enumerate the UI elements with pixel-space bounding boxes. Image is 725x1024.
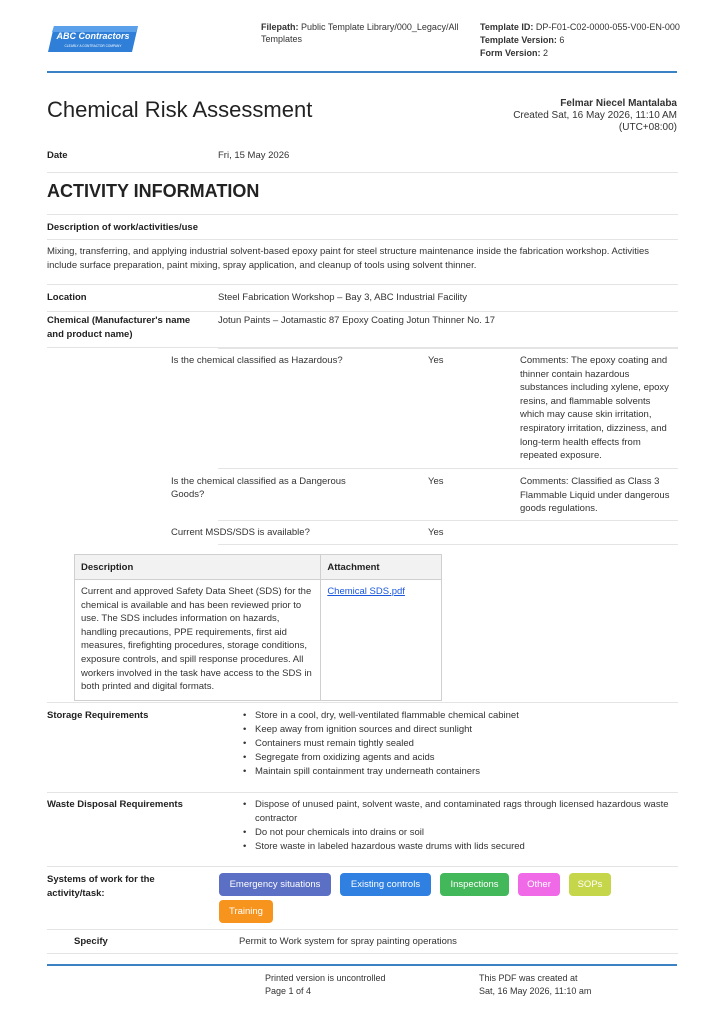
specify-row: [47, 930, 678, 954]
timezone: (UTC+08:00): [618, 122, 677, 133]
pdf-created-date: Sat, 16 May 2026, 11:10 am: [479, 986, 592, 996]
storage-list: [243, 709, 683, 779]
page-title: Chemical Risk Assessment: [47, 97, 313, 122]
page-header: [0, 0, 725, 74]
storage-label: Storage Requirements: [47, 710, 149, 721]
logo-text: ABC Contractors: [56, 31, 130, 41]
chemical-label: Chemical (Manufacturer's name and product name): [47, 315, 191, 340]
author-info: [513, 98, 677, 134]
footer-left: [265, 972, 386, 998]
col-description: Description: [75, 555, 321, 579]
list-item: • Do not pour chemicals into drains or soil: [243, 826, 683, 840]
template-version-value: 6: [559, 35, 565, 45]
sds-table-row: [75, 580, 441, 700]
tag-emergency-situations[interactable]: Emergency situations: [219, 873, 331, 896]
tag-sops[interactable]: SOPs: [569, 873, 611, 896]
systems-label: Systems of work for the activity/task:: [47, 874, 155, 899]
header-divider: [47, 71, 677, 73]
template-info: [480, 21, 690, 60]
answer-hazardous: Yes: [428, 355, 444, 366]
question-hazardous: Is the chemical classified as Hazardous?: [171, 355, 343, 366]
list-item: • Maintain spill containment tray underneath containers: [243, 765, 683, 779]
created-date: Created Sat, 16 May 2026, 11:10 AM: [513, 110, 677, 121]
list-item: • Dispose of unused paint, solvent waste, and contaminated rags through licensed hazardous waste contractor: [243, 798, 683, 826]
filepath-value: Public Template Library/000_Legacy/All Templates: [261, 22, 459, 44]
waste-list: [243, 798, 683, 854]
list-item: • Containers must remain tightly sealed: [243, 737, 683, 751]
specify-value: Permit to Work system for spray painting operations: [239, 936, 457, 947]
description-label: Description of work/activities/use: [47, 222, 198, 233]
sds-table: [74, 554, 442, 701]
specify-label: Specify: [74, 936, 108, 947]
list-item: • Store waste in labeled hazardous waste drums with lids secured: [243, 840, 683, 854]
waste-label: Waste Disposal Requirements: [47, 799, 183, 810]
page-number: Page 1 of 4: [265, 986, 312, 996]
list-item: • Store in a cool, dry, well-ventilated flammable chemical cabinet: [243, 709, 683, 723]
template-version-label: Template Version:: [480, 35, 557, 45]
date-value: Fri, 15 May 2026: [218, 150, 290, 161]
pdf-created-note: This PDF was created at: [479, 973, 578, 983]
question-dangerous-goods: Is the chemical classified as a Dangerous Goods?: [171, 476, 346, 500]
tag-other[interactable]: Other: [518, 873, 560, 896]
chemical-value: Jotun Paints – Jotamastic 87 Epoxy Coating Jotun Thinner No. 17: [218, 315, 496, 326]
filepath: [261, 21, 461, 45]
sds-description: Current and approved Safety Data Sheet (SDS) for the chemical is available and has been reviewed prior to use. The SDS includes information on hazards, handling precautions, PPE requirements, first aid measures, firefighting procedures, storage conditions, exposure controls, and spill response procedures. All workers involved in the task have access to the SDS in both printed and digital formats.: [75, 580, 321, 700]
template-id-value: DP-F01-C02-0000-055-V00-EN-000: [535, 22, 680, 32]
list-item: • Keep away from ignition sources and direct sunlight: [243, 723, 683, 737]
author-name: Felmar Niecel Mantalaba: [560, 98, 677, 109]
sds-table-header: [75, 555, 441, 580]
comment-dangerous-goods: Comments: Classified as Class 3 Flammable Liquid under dangerous goods regulations.: [520, 476, 670, 515]
description-row: [47, 214, 678, 240]
footer-right: [479, 972, 591, 998]
list-item: • Segregate from oxidizing agents and acids: [243, 751, 683, 765]
sds-attachment-link[interactable]: Chemical SDS.pdf: [327, 586, 405, 597]
footer-divider: [47, 964, 677, 966]
form-version-value: 2: [543, 48, 549, 58]
logo-tagline: CLEARLY A CONTRACTOR COMPANY: [64, 44, 122, 48]
answer-dangerous-goods: Yes: [428, 476, 444, 487]
date-row: [47, 143, 678, 173]
form-version-label: Form Version:: [480, 48, 541, 58]
description-text: Mixing, transferring, and applying industrial solvent-based epoxy paint for steel structure maintenance inside the fabrication workshop. Activities include surface preparation, paint mixing, spray application, and cleanup of tools using solvent thinner.: [47, 246, 649, 271]
answer-sds-available: Yes: [428, 527, 444, 538]
section-title: ACTIVITY INFORMATION: [47, 181, 260, 201]
comment-hazardous: Comments: The epoxy coating and thinner contain hazardous substances including xylene, epoxy resins, and flammable solvents which may cause skin irritation, respiratory irritation, dizziness, and long-term health effects from repeated exposure.: [520, 355, 669, 462]
tag-inspections[interactable]: Inspections: [440, 873, 509, 896]
tag-training[interactable]: Training: [219, 900, 273, 923]
col-attachment: Attachment: [327, 562, 380, 573]
filepath-label: Filepath:: [261, 22, 299, 32]
tag-existing-controls[interactable]: Existing controls: [340, 873, 431, 896]
sds-attachment-cell: [321, 580, 441, 700]
location-label: Location: [47, 292, 87, 303]
company-logo: [48, 26, 138, 52]
uncontrolled-note: Printed version is uncontrolled: [265, 973, 386, 983]
question-sds-available: Current MSDS/SDS is available?: [171, 527, 310, 538]
date-label: Date: [47, 150, 68, 161]
location-row: [47, 285, 678, 312]
template-id-label: Template ID:: [480, 22, 534, 32]
location-value: Steel Fabrication Workshop – Bay 3, ABC Industrial Facility: [218, 292, 468, 303]
chemical-row: [47, 312, 678, 348]
